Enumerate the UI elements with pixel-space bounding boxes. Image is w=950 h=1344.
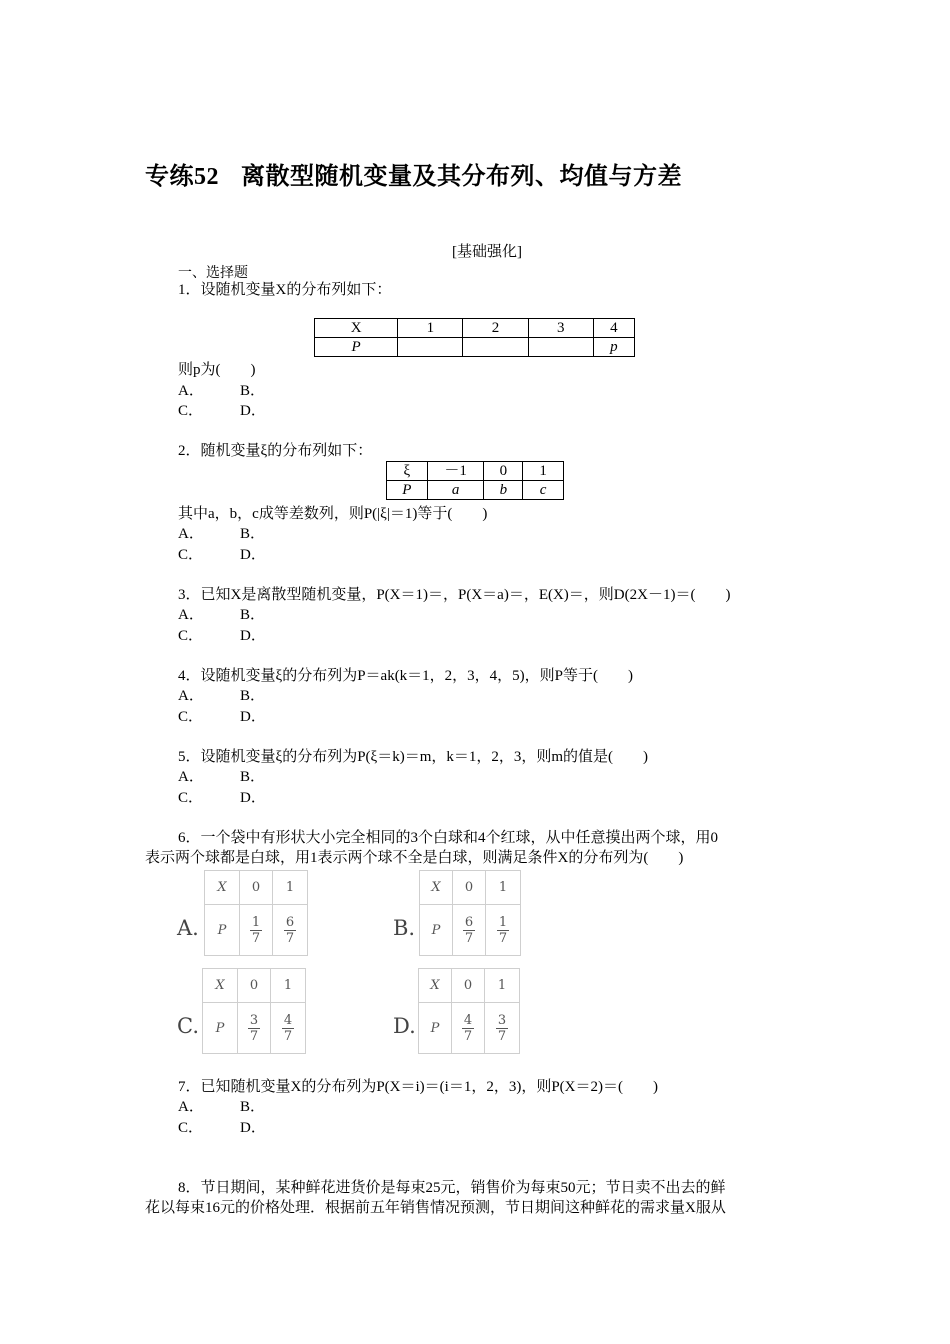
- q2-table-row-xi: [387, 462, 564, 481]
- option-c[interactable]: C．: [178, 790, 204, 806]
- q6-option-a-table[interactable]: [204, 870, 308, 956]
- option-b[interactable]: B．: [240, 688, 266, 704]
- q3-options-cd: [178, 626, 266, 646]
- table-cell: X: [420, 871, 453, 905]
- q5-stem: 5．设随机变量ξ的分布列为P(ξ＝k)＝m，k＝1，2，3，则m的值是( ): [178, 749, 649, 765]
- table-row: [205, 905, 308, 956]
- table-cell: c: [523, 481, 564, 500]
- option-b[interactable]: B．: [240, 526, 266, 542]
- denominator: 7: [464, 931, 474, 946]
- table-row: [419, 969, 520, 1003]
- numerator: 1: [251, 915, 261, 930]
- table-cell: 2: [463, 319, 528, 338]
- denominator: 7: [463, 1029, 473, 1044]
- table-cell: a: [427, 481, 484, 500]
- denominator: 7: [497, 1029, 507, 1044]
- option-d[interactable]: D．: [240, 1120, 266, 1136]
- q2-table-row-p: [387, 481, 564, 500]
- table-cell: 1: [271, 969, 306, 1003]
- table-cell: X: [205, 871, 240, 905]
- fraction: [497, 916, 509, 945]
- option-a[interactable]: A．: [178, 769, 204, 785]
- table-cell: P: [387, 481, 428, 500]
- option-a[interactable]: A．: [178, 1099, 204, 1115]
- table-cell: [398, 338, 463, 357]
- option-c[interactable]: C．: [178, 403, 204, 419]
- denominator: 7: [283, 1029, 293, 1044]
- fraction: [250, 916, 262, 945]
- q1-table-row-x: [315, 319, 635, 338]
- table-cell: 3: [528, 319, 593, 338]
- option-d[interactable]: D．: [240, 790, 266, 806]
- q6-line-1: 6．一个袋中有形状大小完全相同的3个白球和4个红球，从中任意摸出两个球，用0: [178, 830, 719, 846]
- fraction: [496, 1014, 508, 1043]
- q1-options-ab: [178, 381, 265, 401]
- q6-option-b-label[interactable]: B.: [393, 916, 416, 940]
- q6-option-a-label[interactable]: A.: [177, 916, 199, 940]
- denominator: 7: [498, 931, 508, 946]
- table-cell: [528, 338, 593, 357]
- option-d[interactable]: D．: [240, 547, 266, 563]
- table-cell: 1: [273, 871, 308, 905]
- q6-option-c-label[interactable]: C.: [177, 1014, 199, 1038]
- fraction: [463, 916, 475, 945]
- numerator: 6: [464, 915, 474, 930]
- q8-line-2: 花以每束16元的价格处理．根据前五年销售情况预测，节日期间这种鲜花的需求量X服从: [145, 1200, 726, 1216]
- option-c[interactable]: C．: [178, 1120, 204, 1136]
- q8-line-1: 8．节日期间，某种鲜花进货价是每束25元，销售价为每束50元；节日卖不出去的鲜: [178, 1180, 726, 1196]
- q2-ask: 其中a，b，c成等差数列，则P(|ξ|＝1)等于( ): [178, 506, 488, 522]
- q7-options-cd: [178, 1118, 266, 1138]
- fraction: [284, 916, 296, 945]
- option-c[interactable]: C．: [178, 628, 204, 644]
- option-b[interactable]: B．: [240, 769, 266, 785]
- q1-table-row-p: [315, 338, 635, 357]
- option-c[interactable]: C．: [178, 709, 204, 725]
- table-row: [205, 871, 308, 905]
- table-cell: P: [419, 1003, 452, 1054]
- page-title: [145, 156, 682, 191]
- table-cell: 4: [593, 319, 634, 338]
- q2-distribution-table: [386, 461, 564, 500]
- table-cell: 0: [452, 969, 485, 1003]
- q6-option-c-table[interactable]: [202, 968, 306, 1054]
- table-row: [420, 905, 521, 956]
- table-row: [420, 871, 521, 905]
- numerator: 3: [497, 1013, 507, 1028]
- q6-option-d-label[interactable]: D.: [393, 1014, 416, 1038]
- table-cell: P: [420, 905, 453, 956]
- q6-option-d-table[interactable]: [418, 968, 520, 1054]
- table-cell: [240, 905, 273, 956]
- table-cell: X: [419, 969, 452, 1003]
- table-cell: X: [203, 969, 238, 1003]
- q3-options-ab: [178, 605, 265, 625]
- q4-stem: 4．设随机变量ξ的分布列为P＝ak(k＝1，2，3，4，5)，则P等于( ): [178, 668, 634, 684]
- q1-options-cd: [178, 401, 266, 421]
- title-text: 离散型随机变量及其分布列、均值与方差: [241, 164, 682, 190]
- option-d[interactable]: D．: [240, 628, 266, 644]
- table-cell: p: [593, 338, 634, 357]
- fraction: [462, 1014, 474, 1043]
- q1-distribution-table: [314, 318, 635, 357]
- table-cell: 0: [484, 462, 523, 481]
- option-b[interactable]: B．: [240, 383, 266, 399]
- option-a[interactable]: A．: [178, 383, 204, 399]
- table-row: [203, 969, 306, 1003]
- q5-options-ab: [178, 767, 265, 787]
- table-cell: 1: [486, 871, 521, 905]
- table-cell: X: [315, 319, 398, 338]
- numerator: 4: [463, 1013, 473, 1028]
- table-cell: －1: [427, 462, 484, 481]
- q7-stem: 7．已知随机变量X的分布列为P(X＝i)＝(i＝1，2，3)，则P(X＝2)＝( ): [178, 1079, 658, 1095]
- table-cell: P: [203, 1003, 238, 1054]
- table-cell: [485, 1003, 520, 1054]
- q5-options-cd: [178, 788, 266, 808]
- q2-options-ab: [178, 524, 265, 544]
- q3-stem: 3．已知X是离散型随机变量，P(X＝1)＝，P(X＝a)＝，E(X)＝，则D(2X－1)＝( ): [178, 587, 731, 603]
- q7-options-ab: [178, 1097, 265, 1117]
- option-d[interactable]: D．: [240, 403, 266, 419]
- option-d[interactable]: D．: [240, 709, 266, 725]
- numerator: 1: [498, 915, 508, 930]
- table-cell: [453, 905, 486, 956]
- section-heading: 一、选择题: [178, 265, 248, 281]
- table-row: [419, 1003, 520, 1054]
- option-a[interactable]: A．: [178, 607, 204, 623]
- q4-options-cd: [178, 707, 266, 727]
- q2-options-cd: [178, 545, 266, 565]
- table-row: [203, 1003, 306, 1054]
- table-cell: [463, 338, 528, 357]
- q6-option-b-table[interactable]: [419, 870, 521, 956]
- fraction: [282, 1014, 294, 1043]
- table-cell: [238, 1003, 271, 1054]
- table-cell: b: [484, 481, 523, 500]
- numerator: 3: [249, 1013, 259, 1028]
- table-cell: 1: [523, 462, 564, 481]
- table-cell: [273, 905, 308, 956]
- table-cell: P: [315, 338, 398, 357]
- q2-stem: 2．随机变量ξ的分布列如下：: [178, 443, 373, 459]
- table-cell: P: [205, 905, 240, 956]
- denominator: 7: [249, 1029, 259, 1044]
- denominator: 7: [285, 931, 295, 946]
- numerator: 4: [283, 1013, 293, 1028]
- numerator: 6: [285, 915, 295, 930]
- option-b[interactable]: B．: [240, 607, 266, 623]
- table-cell: [271, 1003, 306, 1054]
- q1-ask: 则p为( ): [178, 362, 256, 378]
- section-tag: [基础强化]: [452, 244, 522, 260]
- fraction: [248, 1014, 260, 1043]
- option-b[interactable]: B．: [240, 1099, 266, 1115]
- table-cell: 0: [238, 969, 271, 1003]
- table-cell: [452, 1003, 485, 1054]
- table-cell: [486, 905, 521, 956]
- table-cell: ξ: [387, 462, 428, 481]
- table-cell: 0: [240, 871, 273, 905]
- table-cell: 1: [398, 319, 463, 338]
- denominator: 7: [251, 931, 261, 946]
- title-number: 专练52: [145, 164, 219, 190]
- q4-options-ab: [178, 686, 265, 706]
- option-a[interactable]: A．: [178, 526, 204, 542]
- option-c[interactable]: C．: [178, 547, 204, 563]
- table-cell: 0: [453, 871, 486, 905]
- table-cell: 1: [485, 969, 520, 1003]
- q6-line-2: 表示两个球都是白球，用1表示两个球不全是白球，则满足条件X的分布列为( ): [145, 850, 684, 866]
- option-a[interactable]: A．: [178, 688, 204, 704]
- q1-stem: 1．设随机变量X的分布列如下：: [178, 282, 392, 298]
